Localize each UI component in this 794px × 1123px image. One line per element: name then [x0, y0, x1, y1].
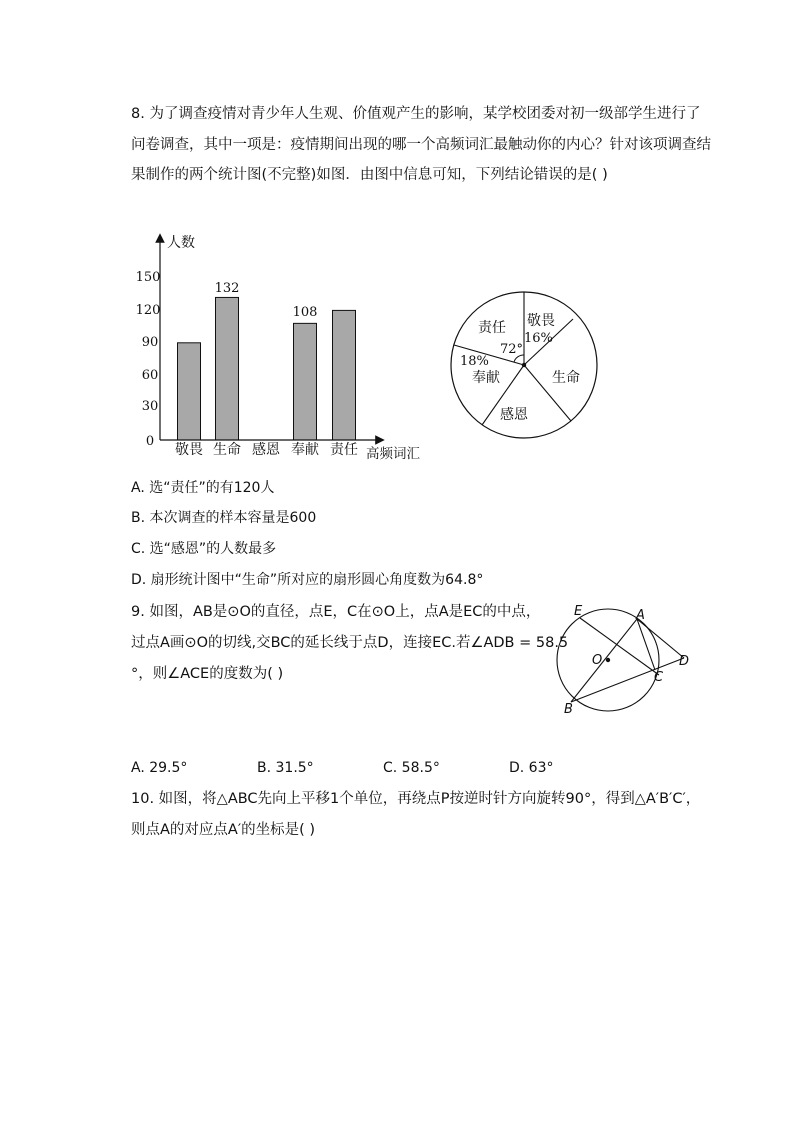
q8-option-b: B. 本次调查的样本容量是600 [131, 510, 317, 526]
q8-line-3: 果制作的两个统计图(不完整)如图．由图中信息可知，下列结论错误的是( ) [131, 167, 608, 183]
label-c: C [654, 670, 664, 685]
y-axis-label: 人数 [167, 235, 195, 251]
bar-责任 [333, 310, 356, 440]
pie-label-shengming: 生命 [552, 370, 580, 386]
pie-label-fengxian: 奉献 [472, 370, 500, 386]
q9-line-2: 过点A画⊙O的切线,交BC的延长线于点D，连接EC.若∠ADB = 58.5 [131, 635, 569, 651]
category-label-shengming: 生命 [213, 442, 241, 458]
q9-option-b: B. 31.5° [257, 760, 314, 776]
pie-chart [444, 285, 604, 445]
category-label-jingwei: 敬畏 [175, 442, 203, 458]
q9-option-c: C. 58.5° [383, 760, 440, 776]
pie-label-jingwei: 敬畏 [527, 313, 555, 329]
label-o: O [592, 653, 603, 668]
q9-option-a: A. 29.5° [131, 760, 188, 776]
data-label-shengming: 132 [214, 281, 240, 296]
y-tick-150: 150 [135, 270, 161, 285]
figure-segments [571, 618, 684, 702]
pie-pct-fengxian: 18% [460, 354, 489, 369]
q8-option-a: A. 选“责任”的有120人 [131, 480, 275, 496]
q9-line-1: 9. 如图，AB是⊙O的直径，点E，C在⊙O上，点A是EC的中点， [131, 604, 541, 620]
label-b: B [564, 702, 573, 717]
center-dot-o [606, 658, 610, 662]
label-d: D [679, 654, 690, 669]
y-tick-60: 60 [141, 368, 159, 383]
q9-line-3: °，则∠ACE的度数为( ) [131, 666, 284, 682]
bar-生命 [216, 297, 239, 440]
pie-pct-jingwei: 16% [524, 331, 553, 346]
pie-label-zeren: 责任 [478, 320, 506, 336]
pie-label-ganen: 感恩 [500, 407, 528, 423]
q8-line-1: 8. 为了调查疫情对青少年人生观、价值观产生的影响，某学校团委对初一级部学生进行了 [131, 106, 701, 122]
data-label-fengxian: 108 [292, 305, 318, 320]
q10-line-1: 10. 如图，将△ABC先向上平移1个单位，再绕点P按逆时针方向旋转90°，得到△A′B′C′， [131, 791, 701, 807]
y-tick-0: 0 [145, 434, 155, 449]
y-tick-labels [136, 270, 161, 449]
category-label-fengxian: 奉献 [291, 442, 319, 458]
bar-奉献 [294, 323, 317, 440]
label-a: A [636, 608, 645, 623]
bar-chart [130, 228, 420, 468]
q9-option-d: D. 63° [509, 760, 554, 776]
category-label-zeren: 责任 [330, 442, 358, 458]
pie-angle-72: 72° [500, 342, 524, 357]
bar-敬畏 [178, 343, 201, 440]
q8-option-d: D. 扇形统计图中“生命”所对应的扇形圆心角度数为64.8° [131, 572, 484, 588]
q10-line-2: 则点A的对应点A′的坐标是( ) [131, 822, 316, 838]
category-labels [175, 441, 358, 458]
q8-option-c: C. 选“感恩”的人数最多 [131, 541, 277, 557]
y-tick-30: 30 [141, 399, 159, 414]
y-tick-90: 90 [141, 335, 159, 350]
category-label-ganen: 感恩 [252, 442, 280, 458]
y-tick-120: 120 [135, 303, 161, 318]
label-e: E [574, 604, 583, 619]
pie-center-dot [522, 363, 526, 367]
x-axis-label: 高频词汇 [366, 446, 420, 462]
circle-figure [552, 602, 702, 722]
q8-line-2: 问卷调查，其中一项是：疫情期间出现的哪一个高频词汇最触动你的内心？针对该项调查结 [131, 137, 711, 153]
